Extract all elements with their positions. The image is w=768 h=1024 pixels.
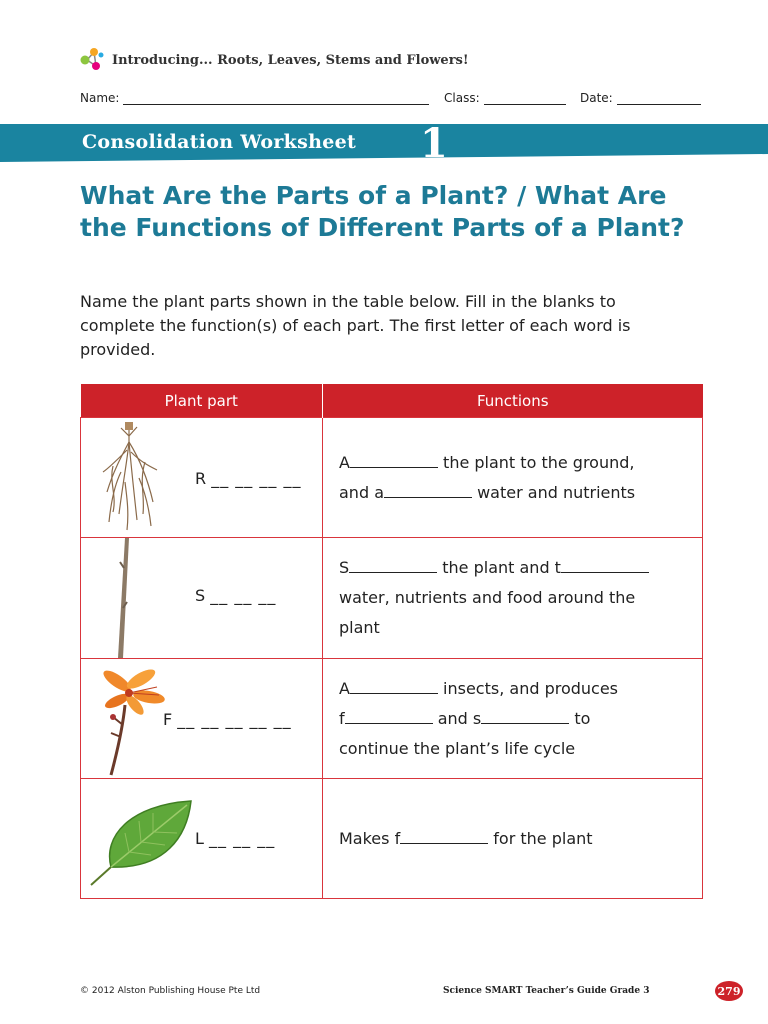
word-start: f bbox=[339, 708, 345, 728]
plant-part-cell bbox=[81, 779, 323, 899]
banner-number: 1 bbox=[420, 120, 448, 167]
word-start: A bbox=[339, 678, 350, 698]
function-line: plant bbox=[339, 618, 380, 637]
fill-blank[interactable] bbox=[349, 556, 437, 573]
function-line: continue the plant’s life cycle bbox=[339, 738, 576, 758]
guide-title: Science SMART Teacher’s Guide Grade 3 bbox=[443, 986, 650, 996]
table-header-row bbox=[81, 384, 703, 418]
fill-blank[interactable] bbox=[350, 451, 438, 468]
function-cell bbox=[323, 418, 703, 538]
plant-part-cell bbox=[81, 538, 323, 659]
leaf-first-letter: L bbox=[195, 829, 204, 848]
student-info-fields bbox=[80, 90, 702, 110]
roots-image-icon bbox=[99, 422, 159, 534]
roots-first-letter: R bbox=[195, 469, 207, 488]
class-field[interactable] bbox=[444, 90, 566, 105]
roots-letter bbox=[195, 469, 301, 488]
table-row-flower bbox=[81, 659, 703, 779]
function-text: to bbox=[569, 708, 591, 728]
class-line[interactable] bbox=[484, 90, 566, 105]
function-line bbox=[339, 704, 702, 734]
name-line[interactable] bbox=[123, 90, 429, 105]
name-label: Name: bbox=[80, 91, 120, 105]
plant-part-cell bbox=[81, 659, 323, 779]
stem-letter bbox=[195, 586, 276, 605]
stem-answer-blanks[interactable]: __ __ __ bbox=[210, 586, 277, 605]
table-row-stem bbox=[81, 538, 703, 659]
word-start: and a bbox=[339, 482, 384, 502]
function-cell bbox=[323, 538, 703, 659]
leaf-answer-blanks[interactable]: __ __ __ bbox=[209, 829, 276, 848]
stem-first-letter: S bbox=[195, 586, 206, 605]
fill-blank[interactable] bbox=[481, 707, 569, 724]
leaf-image-icon bbox=[89, 797, 199, 887]
instructions-text: Name the plant parts shown in the table below. Fill in the blanks to complete the function(s) of each part. The first letter of each word is provided. bbox=[80, 292, 631, 359]
plant-parts-table bbox=[80, 384, 703, 899]
copyright-text: © 2012 Alston Publishing House Pte Ltd bbox=[80, 986, 261, 996]
unit-title: Introducing... Roots, Leaves, Stems and Flowers! bbox=[112, 52, 469, 68]
roots-answer-blanks[interactable]: __ __ __ __ bbox=[211, 469, 302, 488]
function-line bbox=[339, 478, 702, 508]
molecule-logo-icon bbox=[78, 46, 108, 74]
function-text: insects, and produces bbox=[437, 678, 619, 698]
date-line[interactable] bbox=[617, 90, 701, 105]
fill-blank[interactable] bbox=[350, 677, 438, 694]
stem-image-icon bbox=[107, 538, 137, 658]
page-number-badge bbox=[714, 980, 744, 1002]
banner-title: Consolidation Worksheet bbox=[82, 131, 357, 153]
function-text: the plant and t bbox=[437, 558, 561, 577]
table-row-leaf bbox=[81, 779, 703, 899]
fill-blank[interactable] bbox=[400, 827, 488, 844]
flower-first-letter: F bbox=[163, 710, 173, 729]
function-line bbox=[339, 674, 702, 704]
flower-answer-blanks[interactable]: __ __ __ __ __ bbox=[177, 710, 292, 729]
function-text: the plant to the ground, bbox=[437, 452, 635, 472]
function-cell bbox=[323, 659, 703, 779]
column-header-plant-part: Plant part bbox=[81, 384, 323, 418]
function-line bbox=[339, 448, 702, 478]
column-header-functions: Functions bbox=[323, 384, 703, 418]
plant-part-cell bbox=[81, 418, 323, 538]
word-start: Makes f bbox=[339, 828, 401, 848]
word-start: A bbox=[339, 452, 350, 472]
fill-blank[interactable] bbox=[384, 481, 472, 498]
function-line bbox=[339, 553, 702, 583]
class-label: Class: bbox=[444, 91, 480, 105]
function-line bbox=[339, 824, 702, 854]
fill-blank[interactable] bbox=[561, 556, 649, 573]
function-line: water, nutrients and food around the bbox=[339, 588, 636, 607]
page-title: What Are the Parts of a Plant? / What Are the Functions of Different Parts of a Plant? bbox=[80, 181, 685, 242]
word-start: S bbox=[339, 558, 350, 577]
function-cell bbox=[323, 779, 703, 899]
date-label: Date: bbox=[580, 91, 613, 105]
fill-blank[interactable] bbox=[345, 707, 433, 724]
page-number: 279 bbox=[717, 985, 741, 998]
table-row-roots bbox=[81, 418, 703, 538]
name-field[interactable] bbox=[80, 90, 429, 105]
function-text: water and nutrients bbox=[472, 482, 636, 502]
leaf-letter bbox=[195, 829, 275, 848]
date-field[interactable] bbox=[580, 90, 701, 105]
page-header bbox=[78, 46, 469, 74]
function-text: and s bbox=[432, 708, 482, 728]
flower-letter bbox=[163, 710, 292, 729]
function-text: for the plant bbox=[488, 828, 593, 848]
